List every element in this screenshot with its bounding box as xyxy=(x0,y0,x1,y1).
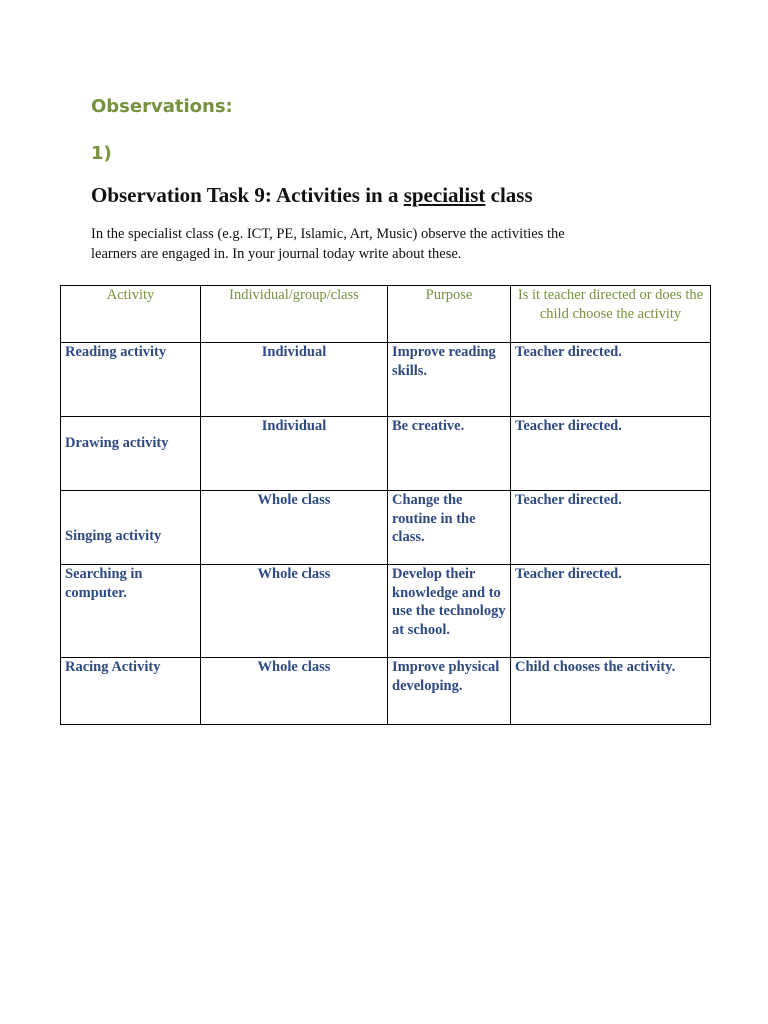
activity-cell xyxy=(61,417,201,491)
table-row xyxy=(61,565,711,658)
activity-cell xyxy=(61,491,201,565)
grouping-cell: Individual xyxy=(201,343,388,417)
grouping-cell: Whole class xyxy=(201,491,388,565)
activity-cell: Racing Activity xyxy=(61,658,201,725)
purpose-cell: Improve physical developing. xyxy=(388,658,511,725)
grouping-cell: Individual xyxy=(201,417,388,491)
intro-line-1: In the specialist class (e.g. ICT, PE, Islamic, Art, Music) observe the activities the xyxy=(91,226,565,242)
intro-line-2: learners are engaged in. In your journal today write about these. xyxy=(91,246,462,262)
header-direction: Is it teacher directed or does the child choose the activity xyxy=(511,286,711,343)
observations-heading: Observations: xyxy=(91,96,233,117)
grouping-cell: Whole class xyxy=(201,658,388,725)
purpose-cell: Develop their knowledge and to use the technology at school. xyxy=(388,565,511,658)
table-header-row xyxy=(61,286,711,343)
direction-cell: Teacher directed. xyxy=(511,417,711,491)
direction-cell: Teacher directed. xyxy=(511,491,711,565)
purpose-cell: Improve reading skills. xyxy=(388,343,511,417)
header-grouping: Individual/group/class xyxy=(201,286,388,343)
table-row xyxy=(61,491,711,565)
table-row xyxy=(61,417,711,491)
table-row xyxy=(61,343,711,417)
task-title-suffix: class xyxy=(485,183,533,207)
task-intro xyxy=(91,224,651,264)
table-row xyxy=(61,658,711,725)
task-title-underlined: specialist xyxy=(403,183,486,207)
activity-cell: Searching in computer. xyxy=(61,565,201,658)
activity-label: Drawing activity xyxy=(65,435,169,451)
grouping-cell: Whole class xyxy=(201,565,388,658)
direction-cell: Child chooses the activity. xyxy=(511,658,711,725)
purpose-cell: Be creative. xyxy=(388,417,511,491)
header-activity: Activity xyxy=(61,286,201,343)
activity-cell: Reading activity xyxy=(61,343,201,417)
activities-table xyxy=(60,285,711,725)
task-title xyxy=(91,183,533,208)
direction-cell: Teacher directed. xyxy=(511,343,711,417)
observation-number: 1) xyxy=(91,143,112,164)
task-title-prefix: Observation Task 9: Activities in a xyxy=(91,183,404,207)
activity-label: Singing activity xyxy=(65,528,162,544)
header-purpose: Purpose xyxy=(388,286,511,343)
direction-cell: Teacher directed. xyxy=(511,565,711,658)
purpose-cell: Change the routine in the class. xyxy=(388,491,511,565)
